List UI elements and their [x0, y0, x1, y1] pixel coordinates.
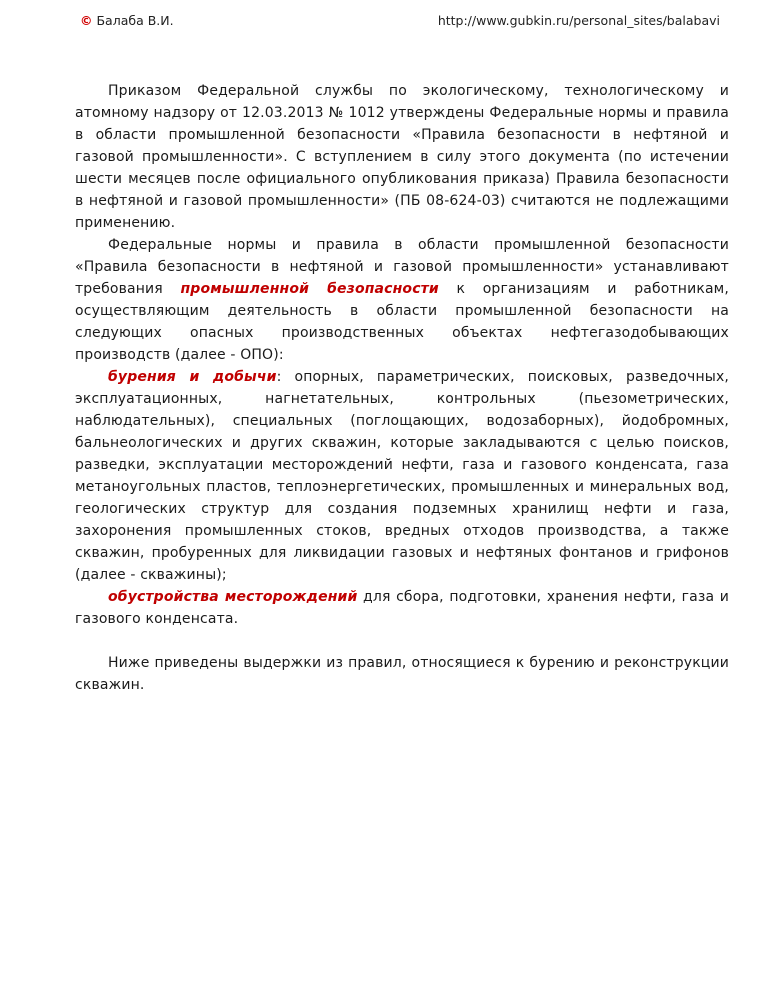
highlight-field-development: обустройства месторождений — [108, 589, 358, 605]
highlight-drilling: бурения и добычи — [108, 369, 277, 385]
paragraph-norms — [75, 234, 729, 366]
paragraph-drilling — [75, 366, 729, 586]
highlight-industrial-safety: промышленной безопасности — [180, 281, 439, 297]
paragraph-field-development — [75, 586, 729, 630]
paragraph-order: Приказом Федеральной службы по экологическому, технологическому и атомному надзору от 12.03.2013 № 1012 утверждены Федеральные нормы и правила в области промышленной безопасности «Правила безопасности в нефтяной и газовой промышленности». С вступлением в силу этого документа (по истечении шести месяцев после официального опубликования приказа) Правила безопасности в нефтяной и газовой промышленности» (ПБ 08-624-03) считаются не подлежащими применению. — [75, 83, 729, 231]
field-development-text: для сбора, подготовки, хранения нефти, газа и газового конденсата. — [75, 589, 729, 627]
author-name: Балаба В.И. — [96, 13, 174, 28]
copyright — [80, 11, 174, 31]
page-header — [75, 11, 720, 31]
norms-text-start: Федеральные нормы и правила в области промышленной безопасности «Правила безопасности в нефтяной и газовой промышленности» устанавливают требования — [75, 237, 729, 297]
paragraph-excerpts: Ниже приведены выдержки из правил, относящиеся к бурению и реконструкции скважин. — [75, 655, 729, 693]
copyright-icon: © — [80, 13, 93, 28]
site-url[interactable]: http://www.gubkin.ru/personal_sites/balabavi — [437, 13, 720, 28]
norms-text-end: к организациям и работникам, осуществляющим деятельность в области промышленной безопасности на следующих опасных производственных объектах нефтегазодобывающих производств (далее - ОПО): — [75, 281, 729, 363]
document-body — [75, 80, 729, 696]
drilling-text: : опорных, параметрических, поисковых, разведочных, эксплуатационных, нагнетательных, контрольных (пьезометрических, наблюдательных), специальных (поглощающих, водозаборных), йодобромных, бальнеологических и других скважин, которые закладываются с целью поисков, разведки, эксплуатации месторождений нефти, газа и газового конденсата, газа метаноугольных пластов, теплоэнергетических, промышленных и минеральных вод, геологических структур для создания подземных хранилищ нефти и газа, захоронения промышленных стоков, вредных отходов производства, а также скважин, пробуренных для ликвидации газовых и нефтяных фонтанов и грифонов (далее - скважины); — [75, 369, 729, 583]
